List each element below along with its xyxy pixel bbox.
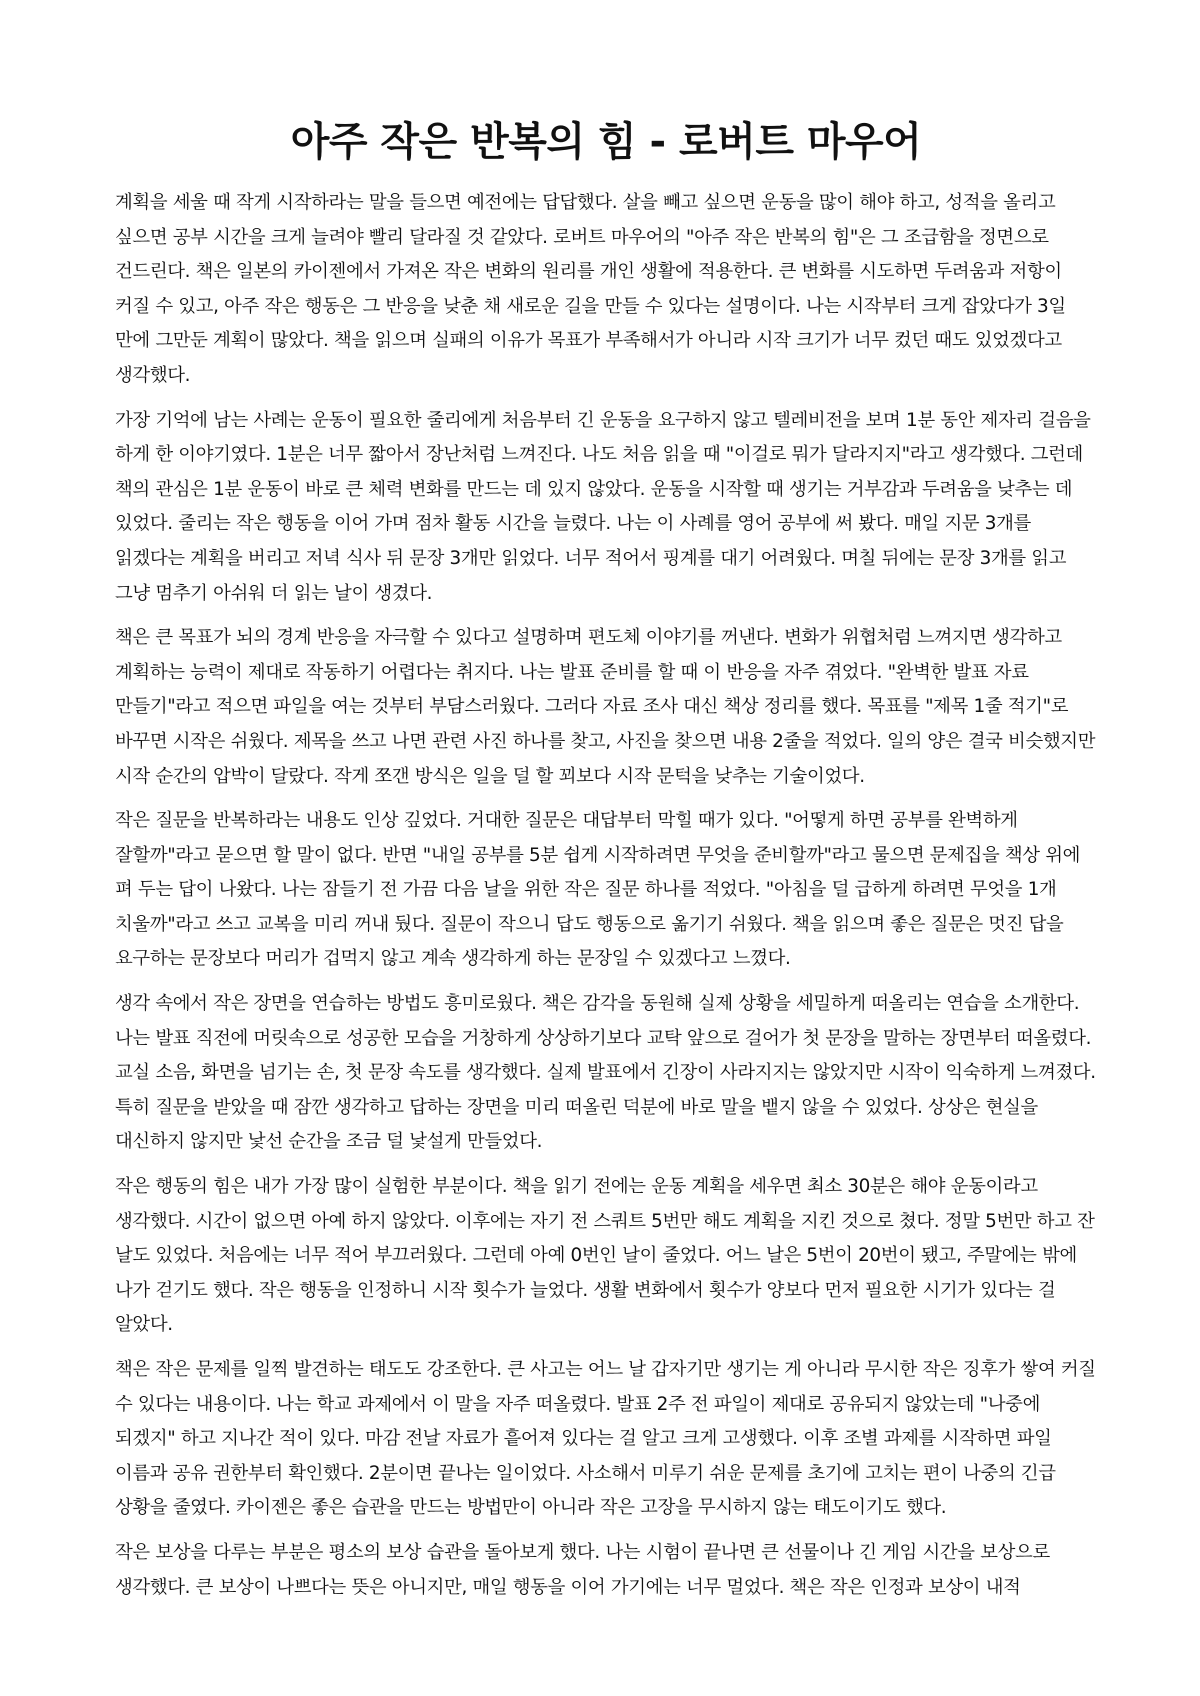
paragraph: 작은 질문을 반복하라는 내용도 인상 깊었다. 거대한 질문은 대답부터 막힐 때가 있다. "어떻게 하면 공부를 완벽하게 잘할까"라고 묻으면 할 말이 없다. 반면 "내일 공부를 5분 쉽게 시작하려면 무엇을 준비할까"라고 물으면 문제집을 책상 위에 펴 두는 답이 나왔다. 나는 잠들기 전 가끔 다음 날을 위한 작은 질문 하나를 적었다. "아침을 덜 급하게 하려면 무엇을 1개 치울까"라고 쓰고 교복을 미리 꺼내 뒀다. 질문이 작으니 답도 행동으로 옮기기 쉬웠다. 책을 읽으며 좋은 질문은 멋진 답을 요구하는 문장보다 머리가 겁먹지 않고 계속 생각하게 하는 문장일 수 있겠다고 느꼈다. — [115, 810, 1081, 970]
paragraph: 작은 보상을 다루는 부분은 평소의 보상 습관을 돌아보게 했다. 나는 시험이 끝나면 큰 선물이나 긴 게임 시간을 보상으로 생각했다. 큰 보상이 나쁘다는 뜻은 아니지만, 매일 행동을 이어 가기에는 너무 멀었다. 책은 작은 인정과 보상이 내적 — [115, 1541, 1050, 1598]
paragraph: 계획을 세울 때 작게 시작하라는 말을 들으면 예전에는 답답했다. 살을 빼고 싶으면 운동을 많이 해야 하고, 성적을 올리고 싶으면 공부 시간을 크게 늘려야 빨리 달라질 것 같았다. 로버트 마우어의 "아주 작은 반복의 힘"은 그 조급함을 정면으로 건드린다. 책은 일본의 카이젠에서 가져온 작은 변화의 원리를 개인 생활에 적용한다. 큰 변화를 시도하면 두려움과 저항이 커질 수 있고, 아주 작은 행동은 그 반응을 낮춘 채 새로운 길을 만들 수 있다는 설명이다. 나는 시작부터 크게 잡았다가 3일 만에 그만둔 계획이 많았다. 책을 읽으며 실패의 이유가 목표가 부족해서가 아니라 시작 크기가 너무 컸던 때도 있었겠다고 생각했다. — [115, 192, 1066, 386]
document-title: 아주 작은 반복의 힘 - 로버트 마우어 — [290, 119, 922, 165]
paragraph: 책은 큰 목표가 뇌의 경계 반응을 자극할 수 있다고 설명하며 편도체 이야기를 꺼낸다. 변화가 위협처럼 느껴지면 생각하고 계획하는 능력이 제대로 작동하기 어렵다는 취지다. 나는 발표 준비를 할 때 이 반응을 자주 겪었다. "완벽한 발표 자료 만들기"라고 적으면 파일을 여는 것부터 부담스러웠다. 그러다 자료 조사 대신 책상 정리를 했다. 목표를 "제목 1줄 적기"로 바꾸면 시작은 쉬웠다. 제목을 쓰고 나면 관련 사진 하나를 찾고, 사진을 찾으면 내용 2줄을 적었다. 일의 양은 결국 비슷했지만 시작 순간의 압박이 달랐다. 작게 쪼갠 방식은 일을 덜 할 꾀보다 시작 문턱을 낮추는 기술이었다. — [115, 627, 1096, 787]
document-body — [115, 186, 1097, 1605]
paragraph: 가장 기억에 남는 사례는 운동이 필요한 줄리에게 처음부터 긴 운동을 요구하지 않고 텔레비전을 보며 1분 동안 제자리 걸음을 하게 한 이야기였다. 1분은 너무 짧아서 장난처럼 느껴진다. 나도 처음 읽을 때 "이걸로 뭐가 달라지지"라고 생각했다. 그런데 책의 관심은 1분 운동이 바로 큰 체력 변화를 만드는 데 있지 않았다. 운동을 시작할 때 생기는 거부감과 두려움을 낮추는 데 있었다. 줄리는 작은 행동을 이어 가며 점차 활동 시간을 늘렸다. 나는 이 사례를 영어 공부에 써 봤다. 매일 지문 3개를 읽겠다는 계획을 버리고 저녁 식사 뒤 문장 3개만 읽었다. 너무 적어서 핑계를 대기 어려웠다. 며칠 뒤에는 문장 3개를 읽고 그냥 멈추기 아쉬워 더 읽는 날이 생겼다. — [115, 409, 1091, 604]
paragraph: 작은 행동의 힘은 내가 가장 많이 실험한 부분이다. 책을 읽기 전에는 운동 계획을 세우면 최소 30분은 해야 운동이라고 생각했다. 시간이 없으면 아예 하지 않았다. 이후에는 자기 전 스쿼트 5번만 해도 계획을 지킨 것으로 쳤다. 정말 5번만 하고 잔 날도 있었다. 처음에는 너무 적어 부끄러웠다. 그런데 아예 0번인 날이 줄었다. 어느 날은 5번이 20번이 됐고, 주말에는 밖에 나가 걷기도 했다. 작은 행동을 인정하니 시작 횟수가 늘었다. 생활 변화에서 횟수가 양보다 먼저 필요한 시기가 있다는 걸 알았다. — [115, 1176, 1095, 1336]
paragraph: 책은 작은 문제를 일찍 발견하는 태도도 강조한다. 큰 사고는 어느 날 갑자기만 생기는 게 아니라 무시한 작은 징후가 쌓여 커질 수 있다는 내용이다. 나는 학교 과제에서 이 말을 자주 떠올렸다. 발표 2주 전 파일이 제대로 공유되지 않았는데 "나중에 되겠지" 하고 지나간 적이 있다. 마감 전날 자료가 흩어져 있다는 걸 알고 크게 고생했다. 이후 조별 과제를 시작하면 파일 이름과 공유 권한부터 확인했다. 2분이면 끝나는 일이었다. 사소해서 미루기 쉬운 문제를 초기에 고치는 편이 나중의 긴급 상황을 줄였다. 카이젠은 좋은 습관을 만드는 방법만이 아니라 작은 고장을 무시하지 않는 태도이기도 했다. — [115, 1359, 1096, 1519]
paragraph: 생각 속에서 작은 장면을 연습하는 방법도 흥미로웠다. 책은 감각을 동원해 실제 상황을 세밀하게 떠올리는 연습을 소개한다. 나는 발표 직전에 머릿속으로 성공한 모습을 거창하게 상상하기보다 교탁 앞으로 걸어가 첫 문장을 말하는 장면부터 떠올렸다. 교실 소음, 화면을 넘기는 손, 첫 문장 속도를 생각했다. 실제 발표에서 긴장이 사라지지는 않았지만 시작이 익숙하게 느껴졌다. 특히 질문을 받았을 때 잠깐 생각하고 답하는 장면을 미리 떠올린 덕분에 바로 말을 뱉지 않을 수 있었다. 상상은 현실을 대신하지 않지만 낯선 순간을 조금 덜 낯설게 만들었다. — [115, 993, 1096, 1153]
